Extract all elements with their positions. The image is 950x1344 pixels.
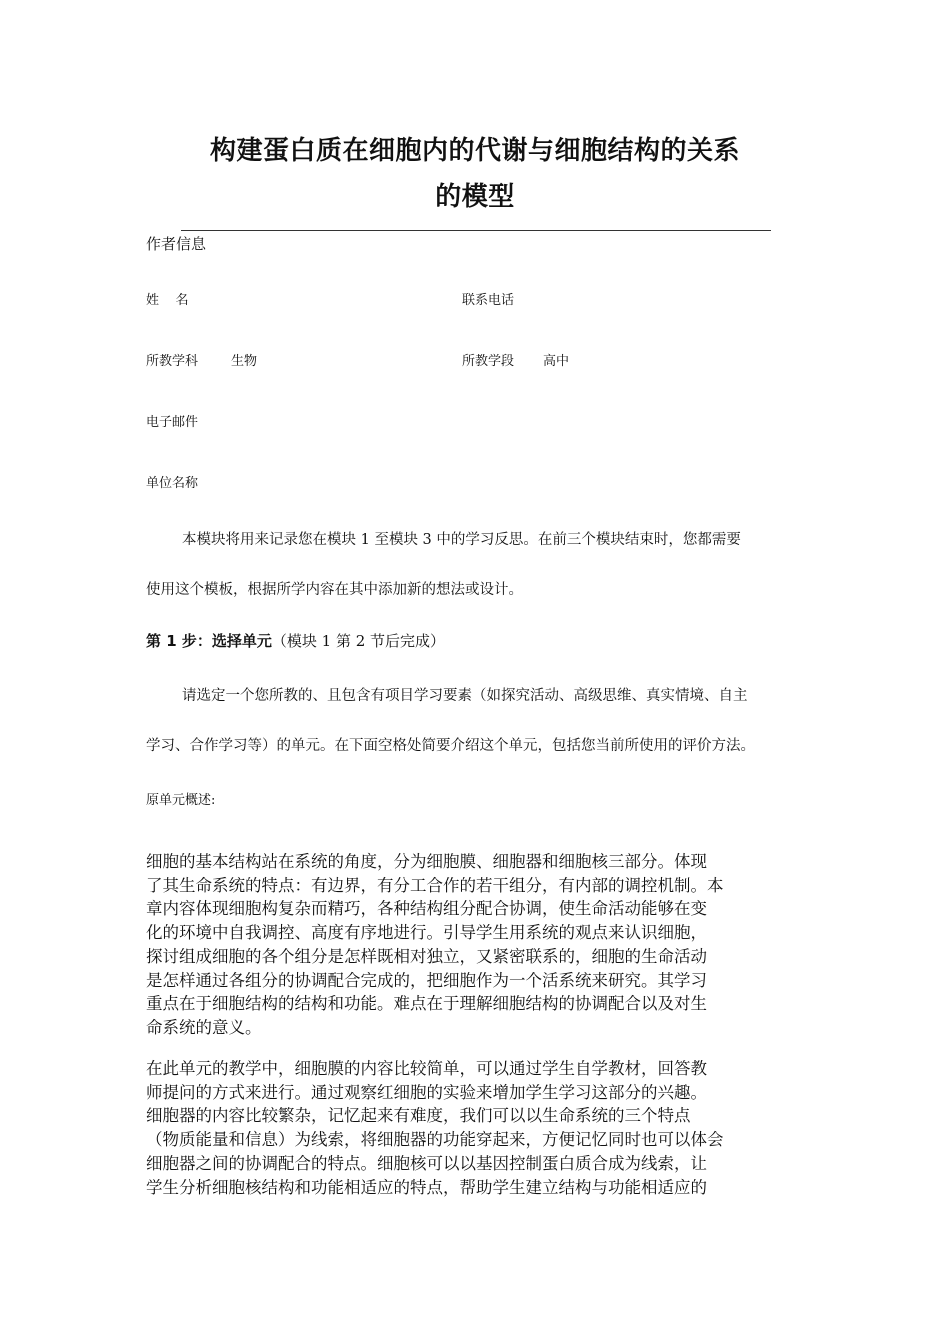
step1-desc-line-1: 请选定一个您所教的、且包含有项目学习要素（如探究活动、高级思维、真实情境、自主 bbox=[182, 688, 748, 704]
title-line-2: 的模型 bbox=[435, 182, 515, 212]
paragraph-line: 学生分析细胞核结构和功能相适应的特点，帮助学生建立结构与功能相适应的 bbox=[146, 1177, 707, 1197]
subject-label: 所教学科 bbox=[146, 354, 199, 369]
step1-note: （模块 1 第 2 节后完成） bbox=[271, 632, 446, 650]
paragraph-line: 章内容体现细胞构复杂而精巧，各种结构组分配合协调，使生命活动能够在变 bbox=[146, 899, 707, 919]
paragraph-line: （物质能量和信息）为线索，将细胞器的功能穿起来，方便记忆同时也可以体会 bbox=[146, 1130, 724, 1150]
document-title bbox=[0, 128, 950, 220]
unit-label: 单位名称 bbox=[146, 476, 199, 491]
author-info-heading: 作者信息 bbox=[146, 235, 207, 253]
paragraph-line: 了其生命系统的特点：有边界，有分工合作的若干组分，有内部的调控机制。本 bbox=[146, 875, 724, 895]
intro-line-2: 使用这个模板，根据所学内容在其中添加新的想法或设计。 bbox=[146, 582, 523, 598]
email-label: 电子邮件 bbox=[146, 415, 199, 430]
stage-label: 所教学段 bbox=[462, 354, 515, 369]
overview-label: 原单元概述: bbox=[146, 793, 216, 808]
paragraph-line: 在此单元的教学中，细胞膜的内容比较简单，可以通过学生自学教材，回答教 bbox=[146, 1059, 707, 1078]
step1-title: 第 1 步：选择单元 bbox=[146, 632, 272, 650]
subject-value: 生物 bbox=[231, 354, 258, 369]
overview-paragraph-1 bbox=[146, 850, 806, 1040]
paragraph-line: 探讨组成细胞的各个组分是怎样既相对独立，又紧密联系的，细胞的生命活动 bbox=[146, 946, 707, 966]
paragraph-line: 细胞器的内容比较繁杂，记忆起来有难度，我们可以以生命系统的三个特点 bbox=[146, 1106, 691, 1126]
paragraph-line: 命系统的意义。 bbox=[146, 1017, 262, 1037]
title-line-1: 构建蛋白质在细胞内的代谢与细胞结构的关系 bbox=[209, 136, 740, 166]
stage-value: 高中 bbox=[543, 354, 570, 369]
intro-line-1: 本模块将用来记录您在模块 1 至模块 3 中的学习反思。在前三个模块结束时，您都需要 bbox=[182, 532, 741, 548]
step1-heading bbox=[146, 631, 445, 651]
paragraph-line: 重点在于细胞结构的结构和功能。难点在于理解细胞结构的协调配合以及对生 bbox=[146, 994, 707, 1014]
phone-label: 联系电话 bbox=[462, 293, 515, 308]
name-label: 姓 名 bbox=[146, 293, 189, 308]
paragraph-line: 化的环境中自我调控、高度有序地进行。引导学生用系统的观点来认识细胞， bbox=[146, 923, 707, 943]
step1-desc-line-2: 学习、合作学习等）的单元。在下面空格处简要介绍这个单元，包括您当前所使用的评价方法。 bbox=[146, 738, 755, 754]
title-divider bbox=[181, 230, 771, 231]
paragraph-line: 师提问的方式来进行。通过观察红细胞的实验来增加学生学习这部分的兴趣。 bbox=[146, 1082, 707, 1102]
paragraph-line: 是怎样通过各组分的协调配合完成的，把细胞作为一个活系统来研究。其学习 bbox=[146, 970, 707, 990]
paragraph-line: 细胞器之间的协调配合的特点。细胞核可以以基因控制蛋白质合成为线索，让 bbox=[146, 1153, 707, 1173]
overview-paragraph-2 bbox=[146, 1057, 806, 1199]
paragraph-line: 细胞的基本结构站在系统的角度，分为细胞膜、细胞器和细胞核三部分。体现 bbox=[146, 852, 707, 871]
